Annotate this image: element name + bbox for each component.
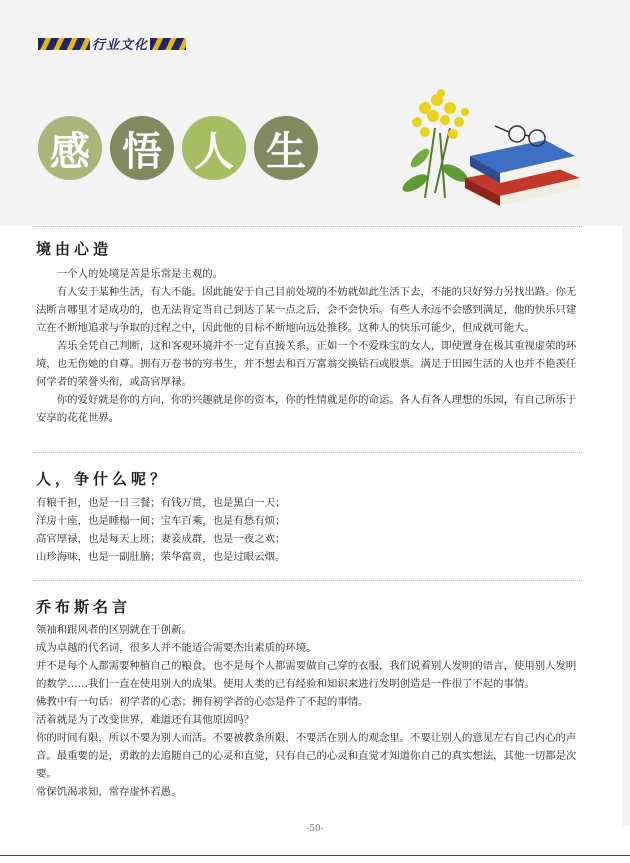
verse-line: 山珍海味，也是一副肚腩；荣华富贵，也是过眼云烟。 xyxy=(36,551,286,563)
title-char-3: 人 xyxy=(182,116,246,180)
section-1-body xyxy=(36,265,583,427)
page-edge xyxy=(622,226,630,826)
page-title xyxy=(38,116,318,180)
quote: 领袖和跟风者的区别就在于创新。 xyxy=(36,624,192,636)
title-char-4: 生 xyxy=(254,116,318,180)
paragraph: 有人安于某种生活，有人不能。因此能安于自己目前处境的不妨就如此生活下去，不能的只好努力另找出路。你无法断言哪里才是成功的，也无法肯定当自己到达了某一点之后，会不会快乐。有些人永远不会感到满足，他的快乐只建立在不断地追求与争取的过程之中，因此他的目标不断地向远处推移。这种人的快乐可能少，但成就可能大。 xyxy=(36,286,577,334)
divider xyxy=(34,226,582,227)
section-3-body xyxy=(36,621,583,801)
quote: 你的时间有限，所以不要为别人而活。不要被教条所限，不要活在别人的观念里。不要让别人的意见左右自己内心的声音。最重要的是，勇敢的去追随自己的心灵和直觉，只有自己的心灵和直觉才知道你自己的真实想法，其他一切都是次要。 xyxy=(36,732,577,780)
section-title-2: 人，争什么呢？ xyxy=(36,470,170,488)
tag-stripes-right xyxy=(150,38,186,50)
bottom-rule xyxy=(0,855,630,856)
verse-line: 高官厚禄，也是每天上班；妻妾成群，也是一夜之欢； xyxy=(36,533,286,545)
section-2-body xyxy=(36,494,583,566)
paragraph: 苦乐全凭自己判断，这和客观环境并不一定有直接关系，正如一个不爱珠宝的女人，即使置身在极其重视虚荣的环境，也无伤她的自尊。拥有万卷书的穷书生，并不想去和百万富翁交换钻石或股票。满足于田园生活的人也并不艳羡任何学者的荣誉头衔，或高官厚禄。 xyxy=(36,340,577,388)
section-tag: 行业文化 xyxy=(92,38,149,53)
section-title-1: 境由心造 xyxy=(36,240,113,258)
quote: 常保饥渴求知，常存虚怀若愚。 xyxy=(36,786,182,798)
title-char-2: 悟 xyxy=(110,116,174,180)
page-number: -50- xyxy=(306,824,324,834)
verse-line: 有粮千担，也是一日三餐；有钱万贯，也是黑白一天； xyxy=(36,497,286,509)
paragraph: 一个人的处境是苦是乐常是主观的。 xyxy=(56,268,224,280)
books-flowers-illustration xyxy=(395,88,585,213)
title-char-1: 感 xyxy=(38,116,102,180)
quote: 成为卓越的代名词，很多人并不能适合需要杰出素质的环境。 xyxy=(36,642,317,654)
tag-stripes-left xyxy=(38,38,90,50)
quote: 活着就是为了改变世界，难道还有其他原因吗？ xyxy=(36,714,255,726)
section-title-3: 乔布斯名言 xyxy=(36,598,132,616)
paragraph: 你的爱好就是你的方向，你的兴趣就是你的资本，你的性情就是你的命运。各人有各人理想的乐园，有自己所乐于安享的花花世界。 xyxy=(36,394,577,424)
divider xyxy=(34,580,582,581)
verse-line: 洋房十座，也是睡榻一间；宝车百乘，也是有愁有烦； xyxy=(36,515,286,527)
quote: 并不是每个人都需要种植自己的粮食，也不是每个人都需要做自己穿的衣服，我们说着别人发明的语言，使用别人发明的数学……我们一直在使用别人的成果。使用人类的已有经验和知识来进行发明创造是一件很了不起的事情。 xyxy=(36,660,577,690)
divider xyxy=(34,452,582,453)
quote: 佛教中有一句话：初学者的心态；拥有初学者的心态是件了不起的事情。 xyxy=(36,696,369,708)
